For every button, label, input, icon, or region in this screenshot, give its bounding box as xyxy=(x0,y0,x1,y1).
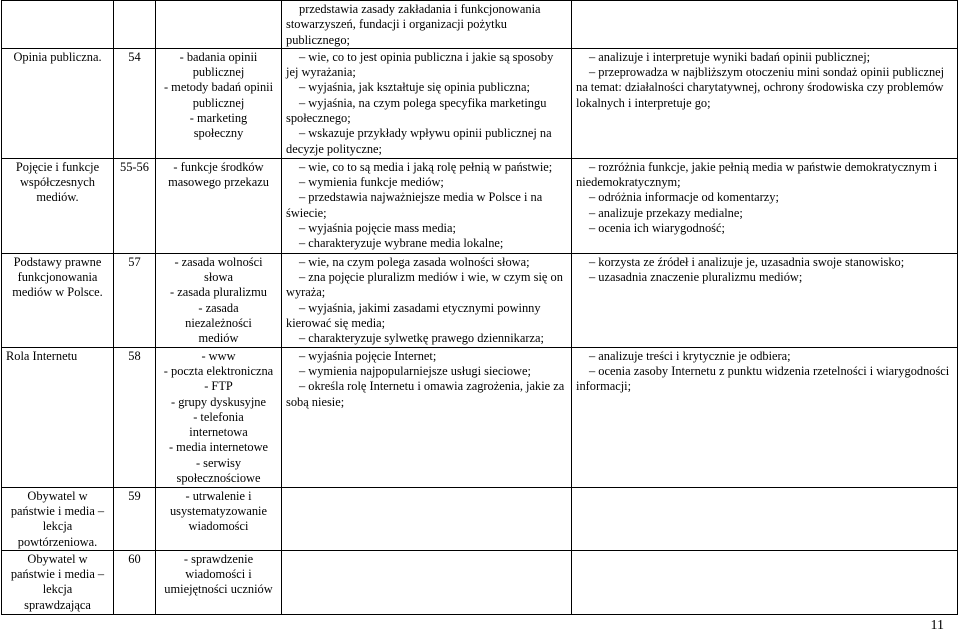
basic-line: przedstawia zasady zakładania i funkcjonowania stowarzyszeń, fundacji i organizacji pożytku publicznego; xyxy=(286,2,541,47)
basic-line: – przedstawia najważniejsze media w Polsce i na świecie; xyxy=(286,190,543,220)
extended-line: – korzysta ze źródeł i analizuje je, uzasadnia swoje stanowisko; xyxy=(589,254,905,269)
content-cell xyxy=(156,253,282,347)
basic-line: – zna pojęcie pluralizm mediów i wie, w czym się on wyraża; xyxy=(286,270,563,300)
basic-line: – wymienia najpopularniejsze usługi sieciowe; xyxy=(299,363,531,378)
extended-line: – uzasadnia znaczenie pluralizmu mediów; xyxy=(589,270,803,285)
topic-line: sprawdzająca xyxy=(24,597,91,612)
hours-cell: 59 xyxy=(114,487,156,550)
content-line: - zasada pluralizmu xyxy=(169,285,267,300)
basic-requirements-cell xyxy=(282,550,572,614)
extended-line: – ocenia ich wiarygodność; xyxy=(589,221,725,236)
content-line: usystematyzowanie xyxy=(169,503,268,518)
content-line: masowego przekazu xyxy=(168,175,269,190)
topic-cell xyxy=(2,347,114,487)
content-line: niezależności xyxy=(185,316,252,331)
content-line: umiejętności uczniów xyxy=(164,582,273,597)
topic-cell xyxy=(2,487,114,550)
hours-cell: 57 xyxy=(114,253,156,347)
content-line: - funkcje środków xyxy=(173,159,264,174)
topic-cell xyxy=(2,1,114,49)
topic-line: powtórzeniowa. xyxy=(17,534,98,549)
basic-line: – wie, co to są media i jaką rolę pełnią w państwie; xyxy=(299,159,553,174)
extended-line: – przeprowadza w najbliższym otoczeniu mini sondaż opinii publicznej na temat: działalności charytatywnej, ochrony środowiska czy problemów lokalnych i interpretuje go; xyxy=(576,65,945,110)
page-number: 11 xyxy=(930,618,944,633)
topic-line: Podstawy prawne xyxy=(13,254,102,269)
basic-requirements-cell xyxy=(282,253,572,347)
content-line: - serwisy xyxy=(195,455,242,470)
table-row xyxy=(2,487,958,550)
extended-line: – odróżnia informacje od komentarzy; xyxy=(589,190,779,205)
table-row xyxy=(2,158,958,253)
basic-requirements-cell xyxy=(282,158,572,253)
curriculum-table xyxy=(1,0,958,615)
extended-requirements-cell xyxy=(572,158,958,253)
table-row xyxy=(2,253,958,347)
topic-cell xyxy=(2,158,114,253)
content-cell xyxy=(156,550,282,614)
topic-line: funkcjonowania xyxy=(17,270,98,285)
extended-requirements-cell xyxy=(572,487,958,550)
content-line: - media internetowe xyxy=(168,440,269,455)
basic-requirements-cell xyxy=(282,48,572,158)
table-row xyxy=(2,48,958,158)
extended-requirements-cell xyxy=(572,253,958,347)
table-row xyxy=(2,550,958,614)
basic-line: – wyjaśnia pojęcie mass media; xyxy=(299,221,456,236)
topic-line: mediów w Polsce. xyxy=(12,285,103,300)
extended-line: – analizuje przekazy medialne; xyxy=(589,205,743,220)
content-line: mediów xyxy=(198,331,239,346)
hours-cell: 58 xyxy=(114,347,156,487)
extended-line: – analizuje treści i krytycznie je odbiera; xyxy=(589,348,791,363)
content-cell xyxy=(156,487,282,550)
basic-requirements-cell xyxy=(282,1,572,49)
topic-line: państwie i media – xyxy=(10,503,105,518)
basic-line: – charakteryzuje sylwetkę prawego dziennikarza; xyxy=(299,331,544,346)
content-line: słowa xyxy=(204,270,233,285)
extended-requirements-cell xyxy=(572,1,958,49)
basic-line: – wskazuje przykłady wpływu opinii publicznej na decyzje polityczne; xyxy=(286,126,552,156)
content-line: - badania opinii xyxy=(179,49,258,64)
topic-line: Obywatel w xyxy=(27,551,88,566)
extended-line: – ocenia zasoby Internetu z punktu widzenia rzetelności i wiarygodności informacji; xyxy=(576,363,950,394)
basic-line: – wyjaśnia, na czym polega specyfika marketingu społecznego; xyxy=(286,95,547,126)
topic-line: lekcja xyxy=(42,582,73,597)
extended-line: – rozróżnia funkcje, jakie pełnią media w państwie demokratycznym i niedemokratycznym; xyxy=(576,159,938,190)
basic-line: – wymienia funkcje mediów; xyxy=(299,175,444,190)
extended-line: – analizuje i interpretuje wyniki badań opinii publicznej; xyxy=(589,49,871,64)
topic-line: Rola Internetu xyxy=(6,348,78,363)
extended-requirements-cell xyxy=(572,550,958,614)
hours-cell xyxy=(114,1,156,49)
topic-line: lekcja xyxy=(42,519,73,534)
content-line: - zasada wolności xyxy=(174,254,263,269)
content-line: - grupy dyskusyjne xyxy=(171,394,266,409)
content-cell xyxy=(156,347,282,487)
extended-requirements-cell xyxy=(572,347,958,487)
content-line: - www xyxy=(201,348,236,363)
topic-cell xyxy=(2,550,114,614)
topic-cell xyxy=(2,48,114,158)
topic-cell xyxy=(2,253,114,347)
topic-line: Obywatel w xyxy=(27,488,88,503)
content-line: społeczny xyxy=(193,126,244,141)
basic-line: – wyjaśnia, jak kształtuje się opinia publiczna; xyxy=(299,80,530,95)
hours-cell: 60 xyxy=(114,550,156,614)
basic-line: – wyjaśnia, jakimi zasadami etycznymi powinny kierować się media; xyxy=(286,300,541,331)
content-line: - poczta elektroniczna xyxy=(163,363,274,378)
content-line: - zasada xyxy=(198,300,239,315)
topic-line: mediów. xyxy=(36,190,79,205)
basic-requirements-cell xyxy=(282,347,572,487)
topic-line: współczesnych xyxy=(19,175,95,190)
content-cell xyxy=(156,1,282,49)
hours-cell: 55-56 xyxy=(114,158,156,253)
content-line: publicznej xyxy=(192,65,245,80)
topic-line: Opinia publiczna. xyxy=(13,49,102,64)
topic-line: Pojęcie i funkcje xyxy=(15,159,100,174)
basic-line: – wie, na czym polega zasada wolności słowa; xyxy=(299,254,530,269)
content-line: internetowa xyxy=(189,425,248,440)
basic-line: – wyjaśnia pojęcie Internet; xyxy=(299,348,437,363)
content-line: społecznościowe xyxy=(176,471,261,486)
basic-line: – charakteryzuje wybrane media lokalne; xyxy=(299,236,504,251)
content-line: wiadomości xyxy=(188,519,249,534)
basic-requirements-cell xyxy=(282,487,572,550)
content-line: - FTP xyxy=(204,379,233,394)
content-cell xyxy=(156,48,282,158)
content-line: - telefonia xyxy=(193,409,244,424)
topic-line: państwie i media – xyxy=(10,567,105,582)
content-line: publicznej xyxy=(192,95,245,110)
hours-cell: 54 xyxy=(114,48,156,158)
content-cell xyxy=(156,158,282,253)
content-line: - marketing xyxy=(189,111,248,126)
content-line: - utrwalenie i xyxy=(185,488,252,503)
table-row-continuation xyxy=(2,1,958,49)
table-row xyxy=(2,347,958,487)
basic-line: – określa rolę Internetu i omawia zagrożenia, jakie za sobą niesie; xyxy=(286,379,565,409)
content-line: - sprawdzenie xyxy=(183,551,254,566)
basic-line: – wie, co to jest opinia publiczna i jakie są sposoby jej wyrażania; xyxy=(286,49,554,80)
extended-requirements-cell xyxy=(572,48,958,158)
content-line: - metody badań opinii xyxy=(163,80,274,95)
content-line: wiadomości i xyxy=(185,567,252,582)
